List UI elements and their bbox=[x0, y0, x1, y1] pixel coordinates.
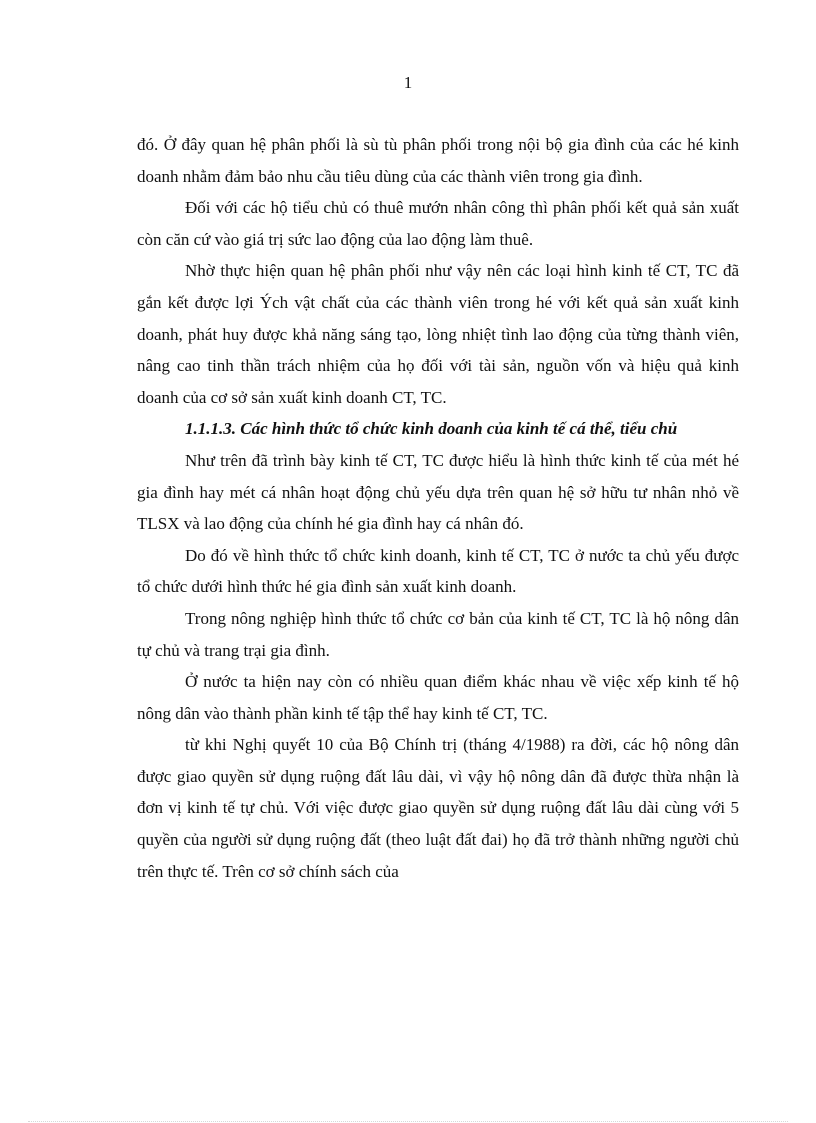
page-number: 1 bbox=[403, 73, 413, 92]
paragraph-continued: đó. Ở đây quan hệ phân phối là sù tù phân phối trong nội bộ gia đình của các hé kinh doanh nhằm đảm bảo nhu cầu tiêu dùng của các thành viên trong gia đình. bbox=[137, 135, 739, 186]
paragraph: Nhờ thực hiện quan hệ phân phối như vậy nên các loại hình kinh tế CT, TC đã gắn kết được lợi Ých vật chất của các thành viên trong hé với kết quả sản xuất kinh doanh, phát huy được khả năng sáng tạo, lòng nhiệt tình lao động của từng thành viên, nâng cao tinh thần trách nhiệm của họ đối với tài sản, nguồn vốn và hiệu quả kinh doanh của cơ sở sản xuất kinh doanh CT, TC. bbox=[137, 261, 739, 407]
document-body bbox=[137, 129, 739, 887]
page-bottom-divider bbox=[28, 1121, 788, 1122]
paragraph: Như trên đã trình bày kinh tế CT, TC được hiểu là hình thức kinh tế của mét hé gia đình hay mét cá nhân hoạt động chủ yếu dựa trên quan hệ sở hữu tư nhân nhỏ về TLSX và lao động của chính hé gia đình hay cá nhân đó. bbox=[137, 450, 739, 534]
paragraph: Ở nước ta hiện nay còn có nhiều quan điểm khác nhau về việc xếp kinh tế hộ nông dân vào thành phần kinh tế tập thể hay kinh tế CT, TC. bbox=[137, 672, 739, 723]
paragraph: Đối với các hộ tiểu chủ có thuê mướn nhân công thì phân phối kết quả sản xuất còn căn cứ vào giá trị sức lao động của lao động làm thuê. bbox=[137, 198, 739, 249]
paragraph: Do đó về hình thức tổ chức kinh doanh, kinh tế CT, TC ở nước ta chủ yếu được tổ chức dưới hình thức hé gia đình sản xuất kinh doanh. bbox=[137, 545, 739, 597]
section-heading: 1.1.1.3. Các hình thức tổ chức kinh doanh của kinh tế cá thể, tiểu chủ bbox=[185, 419, 678, 439]
paragraph: Trong nông nghiệp hình thức tổ chức cơ bản của kinh tế CT, TC là hộ nông dân tự chủ và trang trại gia đình. bbox=[137, 608, 739, 660]
paragraph: từ khi Nghị quyết 10 của Bộ Chính trị (tháng 4/1988) ra đời, các hộ nông dân được giao quyền sử dụng ruộng đất lâu dài, vì vậy hộ nông dân đã được thừa nhận là đơn vị kinh tế tự chủ. Với việc được giao quyền sử dụng ruộng đất lâu dài cùng với 5 quyền của người sử dụng ruộng đất (theo luật đất đai) họ đã trở thành những người chủ trên thực tế. Trên cơ sở chính sách của bbox=[137, 735, 739, 881]
